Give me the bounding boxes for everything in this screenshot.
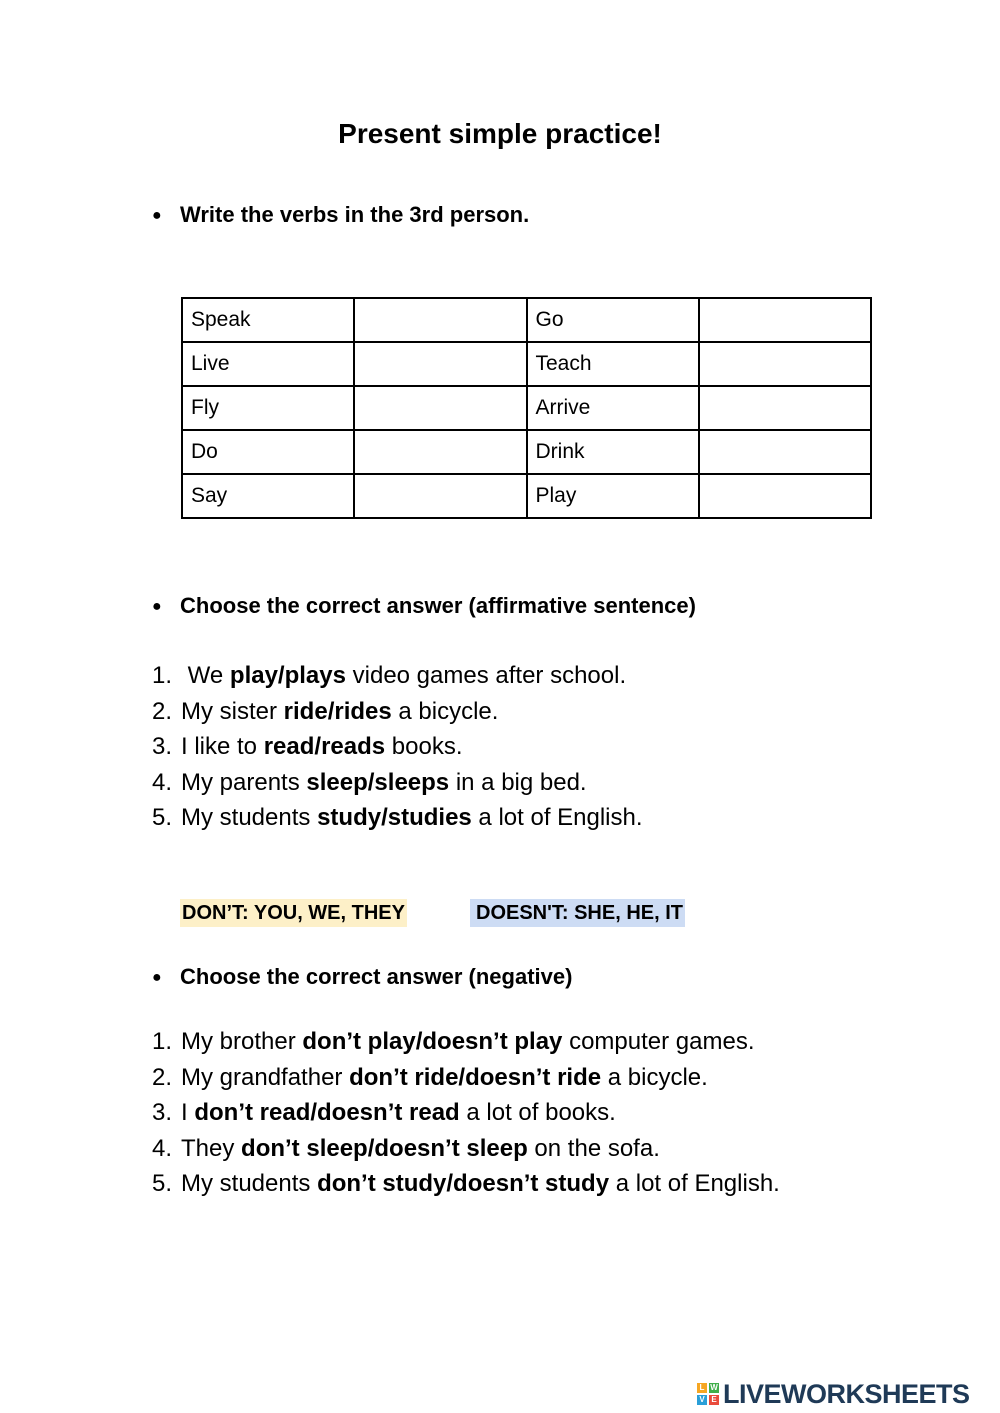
- item-text-after: a bicycle.: [391, 697, 499, 725]
- verb-cell: Live: [182, 342, 354, 386]
- item-number: 2.: [152, 1063, 173, 1091]
- item-text-after: in a big bed.: [449, 768, 587, 796]
- item-text-after: a lot of English.: [609, 1170, 780, 1197]
- list-item: [152, 1060, 780, 1096]
- answer-choice[interactable]: read/reads: [263, 733, 386, 760]
- list-item: [152, 765, 643, 801]
- liveworksheets-logo-icon: [697, 1383, 719, 1405]
- verb-cell: Say: [182, 474, 354, 518]
- list-item: [152, 729, 643, 765]
- item-text-before: We: [181, 662, 230, 689]
- section-heading-affirmative: [152, 593, 696, 619]
- negative-question-list: [152, 1024, 780, 1202]
- liveworksheets-logo: [697, 1378, 970, 1410]
- verb-cell: Fly: [182, 386, 354, 430]
- item-text-before: My sister: [181, 697, 284, 725]
- answer-cell[interactable]: [354, 474, 526, 518]
- table-row: [182, 474, 871, 518]
- section-heading-text: Write the verbs in the 3rd person.: [180, 202, 530, 227]
- verb-cell: Drink: [527, 430, 699, 474]
- item-number: 5.: [152, 804, 173, 831]
- item-number: 1.: [152, 1028, 173, 1055]
- verbs-table: [181, 297, 872, 519]
- verb-cell: Arrive: [527, 386, 699, 430]
- item-text-before: I like to: [181, 733, 264, 760]
- list-item: [152, 1095, 780, 1131]
- item-number: 4.: [152, 768, 173, 796]
- table-row: [182, 386, 871, 430]
- verb-cell: Speak: [182, 298, 354, 342]
- item-text-before: They: [181, 1134, 242, 1162]
- item-text-before: I: [181, 1099, 195, 1126]
- item-number: 3.: [152, 733, 173, 760]
- list-item: [152, 694, 643, 730]
- item-text-before: My parents: [181, 768, 307, 796]
- answer-choice[interactable]: play/plays: [229, 662, 346, 689]
- verb-cell: Go: [527, 298, 699, 342]
- doesnt-rule-highlight: DOESN'T: SHE, HE, IT: [470, 899, 685, 927]
- item-text-before: My brother: [181, 1028, 303, 1055]
- bullet-icon: ●: [152, 969, 162, 986]
- answer-choice[interactable]: don’t sleep/doesn’t sleep: [241, 1134, 528, 1162]
- answer-choice[interactable]: don’t study/doesn’t study: [317, 1170, 610, 1197]
- bullet-icon: ●: [152, 598, 162, 615]
- verb-cell: Teach: [527, 342, 699, 386]
- page-title: Present simple practice!: [338, 118, 662, 149]
- answer-cell[interactable]: [354, 298, 526, 342]
- answer-cell[interactable]: [699, 298, 871, 342]
- item-number: 5.: [152, 1170, 173, 1197]
- item-text-before: My students: [181, 804, 318, 831]
- table-row: [182, 298, 871, 342]
- item-number: 3.: [152, 1099, 173, 1126]
- answer-choice[interactable]: don’t play/doesn’t play: [302, 1028, 563, 1055]
- list-item: [152, 800, 643, 836]
- item-text-after: computer games.: [562, 1028, 755, 1055]
- answer-cell[interactable]: [699, 386, 871, 430]
- answer-cell[interactable]: [699, 474, 871, 518]
- section-heading-text: Choose the correct answer (affirmative sentence): [180, 593, 696, 618]
- list-item: [152, 1131, 780, 1167]
- answer-cell[interactable]: [354, 430, 526, 474]
- logo-mark-tile: W: [710, 1383, 718, 1392]
- list-item: [152, 1024, 780, 1060]
- item-text-after: on the sofa.: [527, 1134, 660, 1162]
- verb-cell: Play: [527, 474, 699, 518]
- logo-mark-tile: V: [697, 1395, 707, 1405]
- answer-cell[interactable]: [354, 342, 526, 386]
- logo-mark-tile: L: [697, 1383, 707, 1393]
- table-row: [182, 430, 871, 474]
- item-text-after: video games after school.: [345, 662, 627, 689]
- item-number: 2.: [152, 697, 173, 725]
- section-heading-third-person: [152, 202, 529, 228]
- affirmative-question-list: [152, 658, 643, 836]
- list-item: [152, 1166, 780, 1202]
- item-number: 4.: [152, 1134, 173, 1162]
- table-row: [182, 342, 871, 386]
- liveworksheets-logo-text: LIVEWORKSHEETS: [723, 1378, 970, 1409]
- item-text-after: a lot of English.: [471, 804, 643, 831]
- answer-choice[interactable]: ride/rides: [283, 697, 392, 725]
- answer-choice[interactable]: don’t read/doesn’t read: [194, 1099, 460, 1126]
- item-text-after: a bicycle.: [601, 1063, 708, 1091]
- answer-choice[interactable]: study/studies: [317, 804, 472, 831]
- answer-choice[interactable]: sleep/sleeps: [306, 768, 450, 796]
- logo-mark-tile: E: [709, 1395, 719, 1405]
- answer-cell[interactable]: [699, 342, 871, 386]
- section-heading-text: Choose the correct answer (negative): [180, 964, 573, 989]
- answer-choice[interactable]: don’t ride/doesn’t ride: [349, 1063, 602, 1091]
- bullet-icon: ●: [152, 207, 162, 224]
- item-text-after: books.: [385, 733, 463, 760]
- item-text-after: a lot of books.: [459, 1099, 616, 1126]
- item-text-before: My grandfather: [181, 1063, 350, 1091]
- item-text-before: My students: [181, 1170, 318, 1197]
- list-item: [152, 658, 643, 694]
- verb-cell: Do: [182, 430, 354, 474]
- item-number: 1.: [152, 662, 173, 689]
- section-heading-negative: [152, 964, 572, 990]
- dont-rule-highlight: DON’T: YOU, WE, THEY: [180, 899, 407, 927]
- answer-cell[interactable]: [354, 386, 526, 430]
- answer-cell[interactable]: [699, 430, 871, 474]
